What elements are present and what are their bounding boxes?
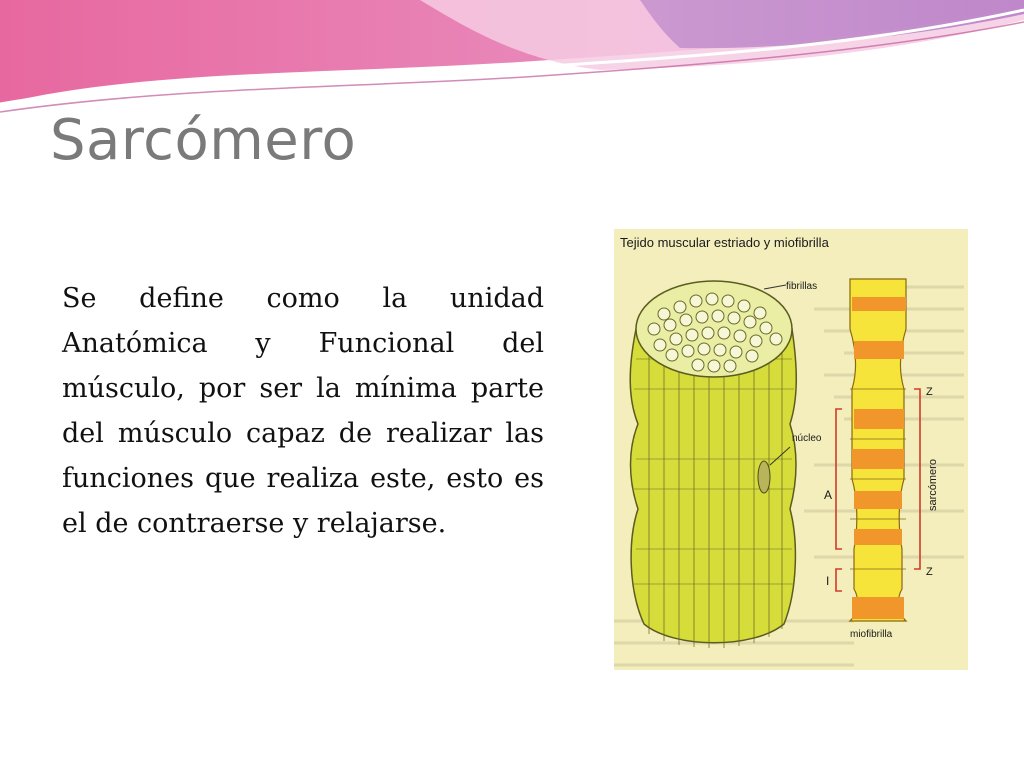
label-sarcomero: sarcómero <box>927 459 939 511</box>
label-i-band: I <box>826 574 830 588</box>
muscle-fiber-bundle <box>630 281 796 648</box>
muscle-figure-image <box>614 229 968 670</box>
myofibril-strip <box>850 279 906 621</box>
label-z-bottom: Z <box>926 566 933 578</box>
header-wave-decoration <box>0 0 1024 120</box>
label-a-band: A <box>824 488 833 502</box>
slide-title: Sarcómero <box>50 108 357 173</box>
label-nucleo: núcleo <box>792 433 822 444</box>
label-z-top: Z <box>926 386 933 398</box>
slide-body-text: Se define como la unidad Anatómica y Funcional del músculo, por ser la mínima parte del músculo capaz de realizar las funciones que realiza este, esto es el de contraerse y relajarse. <box>62 283 544 539</box>
figure-caption: Tejido muscular estriado y miofibrilla <box>620 235 829 250</box>
muscle-figure-drawing <box>614 229 968 670</box>
label-miofibrilla: miofibrilla <box>850 629 893 640</box>
label-fibrillas: fibrillas <box>786 281 818 292</box>
